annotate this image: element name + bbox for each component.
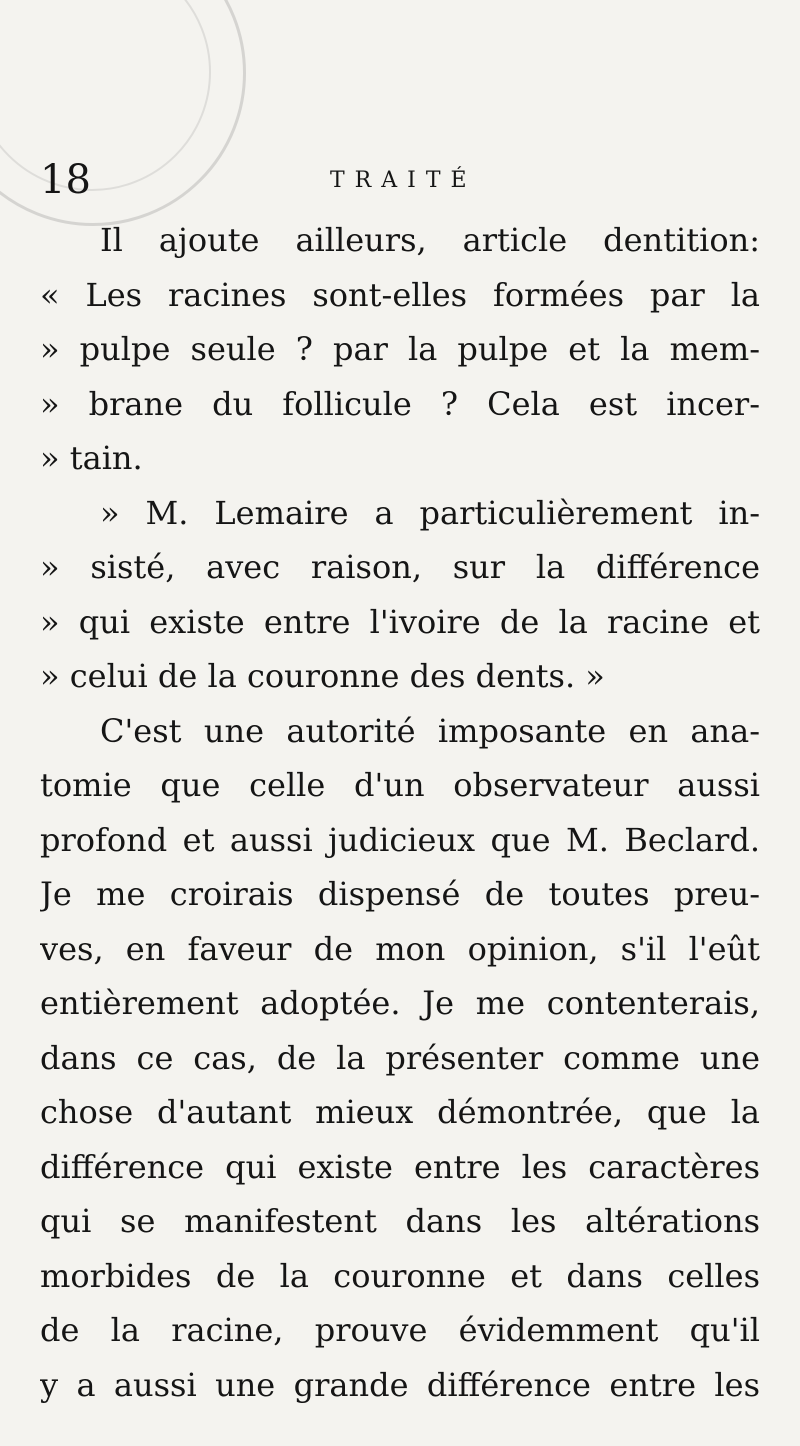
text-line: différence qui existe entre les caractères <box>40 1147 760 1186</box>
text-line: entièrement adoptée. Je me contenterais, <box>40 984 760 1022</box>
text-line: Il ajoute ailleurs, article dentition: <box>100 221 760 259</box>
page-number: 18 <box>40 157 91 203</box>
running-head: TRAITÉ <box>330 168 477 193</box>
text-line: Je me croirais dispensé de toutes preu- <box>40 875 760 913</box>
text-line: » M. Lemaire a particulièrement in- <box>100 493 760 532</box>
page-header <box>40 157 760 203</box>
text-line: » tain. <box>40 439 143 477</box>
text-line: profond et aussi judicieux que M. Beclard. <box>40 820 760 859</box>
text-line: ves, en faveur de mon opinion, s'il l'eût <box>40 929 760 968</box>
text-line: » celui de la couronne des dents. » <box>40 657 605 695</box>
text-line: « Les racines sont-elles formées par la <box>40 275 760 314</box>
text-line: C'est une autorité imposante en ana- <box>100 711 760 750</box>
text-line: qui se manifestent dans les altérations <box>40 1202 760 1240</box>
text-line: morbides de la couronne et dans celles <box>40 1256 760 1295</box>
text-line: » qui existe entre l'ivoire de la racine et <box>40 602 760 641</box>
text-line: y a aussi une grande différence entre les <box>40 1365 760 1404</box>
text-line: de la racine, prouve évidemment qu'il <box>40 1311 760 1349</box>
text-line: tomie que celle d'un observateur aussi <box>40 766 760 804</box>
text-line: » brane du follicule ? Cela est incer- <box>40 384 760 423</box>
text-line: dans ce cas, de la présenter comme une <box>40 1038 760 1077</box>
body-text <box>40 213 760 1412</box>
text-line: » pulpe seule ? par la pulpe et la mem- <box>40 330 760 368</box>
text-line: chose d'autant mieux démontrée, que la <box>40 1093 760 1131</box>
text-line: » sisté, avec raison, sur la différence <box>40 548 760 586</box>
